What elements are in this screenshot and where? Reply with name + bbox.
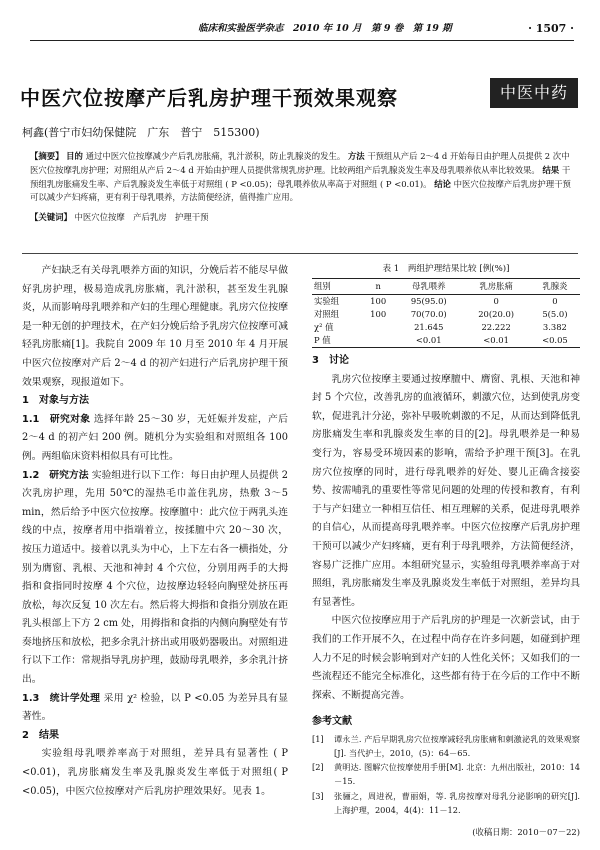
heading-research-method: 1.2 研究方法 [22, 469, 89, 481]
paragraph-methods [22, 467, 288, 690]
table-cell: <0.01 [395, 334, 462, 348]
method-text: 干预组从产后 2～4 d 开始每日由护理人员提供 2 次中医穴位按摩乳房护理；对照组从产后 2～4 d 开始由护理人员提供常规乳房护理。比较两组产后乳腺炎发生率及母乳喂养依从率比较效果。 [30, 151, 570, 175]
section-badge: 中医中药 [490, 78, 578, 108]
article-title: 中医穴位按摩产后乳房护理干预效果观察 [20, 86, 398, 110]
paragraph-subjects [22, 411, 288, 467]
table-cell [361, 321, 395, 334]
table-cell: 3.382 [542, 322, 567, 332]
journal-info: 临床和实验医学杂志 2010 年 10 月 第 9 卷 第 19 期 [198, 23, 452, 34]
table-row [312, 308, 580, 321]
table-cell: 22.222 [481, 322, 511, 332]
reference-text: 黄明达. 图解穴位按摩使用手册[M]. 北京：九州出版社，2010：14－15. [334, 762, 580, 787]
table-header-cell: 母乳喂养 [395, 279, 462, 295]
reference-text: 张骊之，周进祝，曹丽娟，等. 乳房按摩对母乳分泌影响的研究[J]. 上海护理，2004，4(4)：11－12. [334, 790, 580, 815]
table-cell [361, 334, 395, 348]
table-cell: χ² 值 [314, 322, 334, 332]
reference-text: 谭永兰. 产后早期乳房穴位按摩减轻乳房胀痛和刺激泌乳的效果观察[J]. 当代护士，2010，(5)：64－65. [334, 733, 580, 759]
reference-item [312, 789, 580, 817]
paragraph-statistics [22, 690, 288, 727]
intro-text: 产妇缺乏有关母乳喂养方面的知识，分娩后若不能尽早做好乳房护理，极易造成乳房胀痛，乳汁淤积，甚至发生乳腺炎，从而影响母乳喂养和产妇的生理心理健康。乳房穴位按摩是一种无创的护理技术，在产妇分娩后给予乳房穴位按摩可减轻乳房胀痛[1]。我院自 2009 年 10 月至 2010 年 4 月开展中医穴位按摩对产后 2～4 d 的初产妇进行产后乳房护理干预效果观察，现报道如下。 [22, 265, 288, 388]
table-cell: 对照组 [314, 309, 340, 319]
table-cell: 70(70.0) [410, 309, 447, 319]
table-row [312, 334, 580, 348]
table-cell: 0 [493, 296, 499, 306]
table-caption: 表 1 两组护理结果比较 [例(%)] [382, 264, 510, 274]
method-label: 方法 [347, 151, 365, 161]
heading-discussion: 3 讨论 [312, 355, 349, 366]
heading-statistics: 1.3 统计学处理 [22, 692, 101, 704]
table-cell: 95(95.0) [410, 296, 447, 306]
result-text: 干预组乳房胀痛发生率、产后乳腺炎发生率低于对照组 ( P <0.05)；母乳喂养依从率高于对照组 ( P <0.01)。 [30, 164, 571, 189]
table-cell: 100 [370, 309, 387, 319]
table-header-cell: 组别 [312, 279, 361, 295]
heading-results: 2 结果 [22, 729, 59, 741]
abstract-label: 【摘要】 [30, 151, 64, 161]
table-header-cell: n [361, 279, 395, 295]
result-label: 结果 [542, 164, 560, 175]
table-header-cell: 乳房胀痛 [462, 279, 529, 295]
conclusion-text: 中医穴位按摩产后乳房护理干预可以减少产妇疼痛，更有利于母乳喂养，方法简便经济，值得推广应用。 [30, 178, 571, 203]
reference-number: [3] [312, 790, 324, 801]
discussion-text-1: 乳房穴位按摩主要通过按摩膻中、膺窗、乳根、天池和神封 5 个穴位，改善乳房的血液循环，刺激穴位，达到使乳房变软，促进乳汁分泌，弥补早吸吮刺激的不足，从而达到降低乳房胀痛发生率和乳腺炎发生率的目的[2]。母乳喂养是一种易变行为，容易受环境因素的影响，需给予护理干预[3]。在乳房穴位按摩的同时，进行母乳喂养的好处、婴儿正确含接姿势、按需哺乳的重要性等常见问题的处理的传授和教育，有利于与产妇建立一种相互信任、相互理解的关系，促进母乳喂养的自信心，从而提高母乳喂养率。中医穴位按摩产后乳房护理干预可以减少产妇疼痛，更有利于母乳喂养，方法简便经济，容易广泛推广应用。本组研究显示，实验组母乳喂养率高于对照组，乳房胀痛发生率及乳腺炎发生率低于对照组，差异均具有显著性。 [312, 373, 580, 608]
conclusion-label: 结论 [434, 178, 451, 189]
purpose-label: 目的 [66, 151, 83, 161]
abstract-block [30, 150, 572, 225]
purpose-text: 通过中医穴位按摩减少产后乳房胀痛，乳汁淤积，防止乳腺炎的发生。 [85, 151, 346, 161]
paragraph-discussion-1 [312, 371, 580, 613]
heading-subjects: 1.1 研究对象 [22, 413, 91, 425]
table-row [312, 321, 580, 334]
keywords-line [30, 211, 572, 225]
page-number: · 1507 · [528, 22, 574, 35]
statistics-text: 采用 χ² 检验，以 P <0.05 为差异具有显著性。 [22, 692, 288, 723]
abstract-text [30, 150, 572, 205]
right-column [312, 262, 580, 842]
table-cell: 20(20.0) [478, 309, 515, 319]
discussion-text-2: 中医穴位按摩应用于产后乳房的护理是一次新尝试，由于我们的工作开展不久，在过程中尚存在许多问题，如碰到护理人力不足的时候会影响到对产妇的人性化关怀；又如我们的一些流程还不能完全标准化，这些都有待于在今后的工作中不断探索、不断提高完善。 [312, 615, 580, 701]
keywords-label: 【关键词】 [30, 212, 72, 223]
table-cell: <0.05 [530, 334, 580, 348]
abstract-divider [22, 253, 578, 254]
table-cell: 100 [370, 296, 387, 306]
heading-methods: 1 对象与方法 [22, 395, 89, 407]
reference-item [312, 732, 580, 760]
keywords-text: 中医穴位按摩 产后乳房 护理干预 [74, 212, 209, 223]
table-cell: 0 [552, 296, 558, 306]
paragraph-results [22, 745, 288, 801]
results-text: 实验组母乳喂养率高于对照组，差异具有显著性 ( P <0.01)，乳房胀痛发生率及乳腺炎发生率低于对照组( P <0.05)，中医穴位按摩对产后乳房护理效果好。见表 1。 [22, 748, 288, 797]
subjects-text: 选择年龄 25～30 岁，无妊娠并发症，产后 2～4 d 的初产妇 200 例。随机分为实验组和对照组各 100 例。两组临床资料相似具有可比性。 [22, 413, 288, 462]
table-header-row [312, 279, 580, 295]
reference-number: [1] [312, 733, 324, 744]
left-column [22, 262, 288, 801]
intro-paragraph [22, 262, 288, 392]
reference-number: [2] [312, 762, 324, 773]
table-cell: 21.645 [414, 322, 444, 332]
table-header-cell: 乳腺炎 [530, 279, 580, 295]
results-table [312, 278, 580, 348]
references-heading: 参考文献 [312, 716, 352, 728]
method-detail-text: 实验组进行以下工作：每日由护理人员提供 2 次乳房护理，先用 50℃的湿热毛巾盖住乳房，热敷 3～5 min，然后给予中医穴位按摩。按摩膻中：此穴位于两乳头连线的中点，按摩者用中指端着立，按揉膻中穴 20～30 次，按压力道适中。接着以乳头为中心，上下左右各一横指处，分别为膺窗、乳根、天池和神封 4 个穴位，分别用两手的大拇指和食指同时按摩 4 个穴位，边按摩边轻轻向胸壁处挤压再放松，每次反复 10 次左右。然后将大拇指和食指分别放在距乳头根部上下方 2 cm 处，用拇指和食指的内侧向胸壁处有节奏地挤压和放松，把多余乳汁挤出或用吸奶器吸出。对照组进行以下工作：常规指导乳房护理，鼓励母乳喂养，多余乳汁挤出。 [22, 469, 288, 686]
table-cell: <0.01 [462, 334, 529, 348]
received-date: (收稿日期：2010－07－22) [472, 827, 580, 838]
reference-item [312, 760, 580, 788]
title-row [20, 78, 578, 114]
running-header [30, 18, 574, 41]
table-cell: P 值 [312, 334, 361, 348]
table-cell: 5(5.0) [542, 309, 568, 319]
paragraph-discussion-2 [312, 612, 580, 705]
references-list [312, 732, 580, 817]
table-cell: 实验组 [314, 296, 340, 306]
table-row [312, 295, 580, 309]
author-affiliation: 柯鑫(普宁市妇幼保健院 广东 普宁 515300) [22, 126, 260, 139]
